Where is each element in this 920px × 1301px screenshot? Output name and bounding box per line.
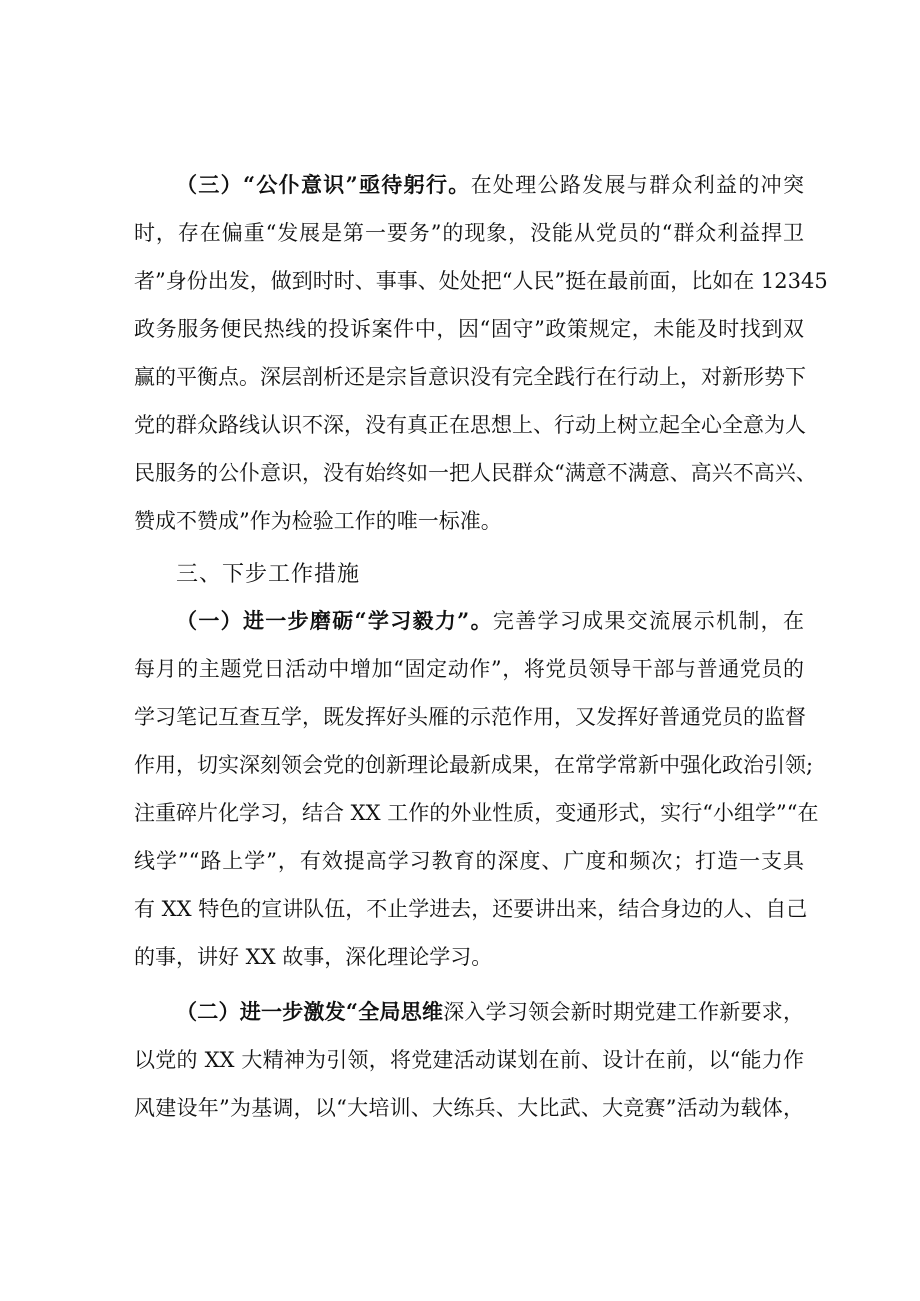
paragraph-line: 党的群众路线认识不深，没有真正在思想上、行动上树立起全心全意为人 — [134, 413, 806, 437]
paragraph-line: 赞成不赞成”作为检验工作的唯一标准。 — [134, 509, 502, 533]
paragraph-line: 者”身份出发，做到时时、事事、处处把“人民”挺在最前面，比如在 12345 — [134, 269, 828, 293]
paragraph-line: 的事，讲好 XX 故事，深化理论学习。 — [134, 945, 493, 969]
paragraph-line: 有 XX 特色的宣讲队伍，不止学进去，还要讲出来，结合身边的人、自己 — [134, 897, 808, 921]
paragraph-lead: （三）“公仆意识”亟待躬行。 — [176, 172, 471, 197]
paragraph-line: 线学”“路上学”，有效提高学习教育的深度、广度和频次；打造一支具 — [134, 849, 804, 873]
section-heading: 三、下步工作措施 — [176, 562, 361, 587]
paragraph-line: 每月的主题党日活动中增加“固定动作”，将党员领导干部与普通党员的 — [134, 657, 804, 681]
paragraph-line: （三）“公仆意识”亟待躬行。在处理公路发展与群众利益的冲突 — [176, 172, 804, 197]
paragraph-lead: （二）进一步激发“全局思维 — [176, 999, 444, 1024]
paragraph-line: 民服务的公仆意识，没有始终如一把人民群众“满意不满意、高兴不高兴、 — [134, 461, 817, 485]
paragraph-line: 政务服务便民热线的投诉案件中，因“固守”政策规定，未能及时找到双 — [134, 317, 804, 341]
paragraph-line: （二）进一步激发“全局思维深入学习领会新时期党建工作新要求， — [176, 999, 805, 1024]
paragraph-line: 注重碎片化学习，结合 XX 工作的外业性质，变通形式，实行“小组学”“在 — [134, 801, 819, 825]
paragraph-line: 作用，切实深刻领会党的创新理论最新成果，在常学常新中强化政治引领; — [134, 753, 814, 777]
paragraph-line: 学习笔记互查互学，既发挥好头雁的示范作用，又发挥好普通党员的监督 — [134, 705, 806, 729]
paragraph-line: 以党的 XX 大精神为引领，将党建活动谋划在前、设计在前，以“能力作 — [134, 1048, 804, 1072]
paragraph-line: 时，存在偏重“发展是第一要务”的现象，没能从党员的“群众利益捍卫 — [134, 221, 804, 245]
paragraph-line: （一）进一步磨砺“学习毅力”。完善学习成果交流展示机制，在 — [176, 608, 804, 633]
paragraph-line: 赢的平衡点。深层剖析还是宗旨意识没有完全践行在行动上，对新形势下 — [134, 365, 806, 389]
paragraph-lead: （一）进一步磨砺“学习毅力”。 — [176, 608, 493, 633]
paragraph-line: 风建设年”为基调，以“大培训、大练兵、大比武、大竞赛”活动为载体， — [134, 1096, 804, 1120]
